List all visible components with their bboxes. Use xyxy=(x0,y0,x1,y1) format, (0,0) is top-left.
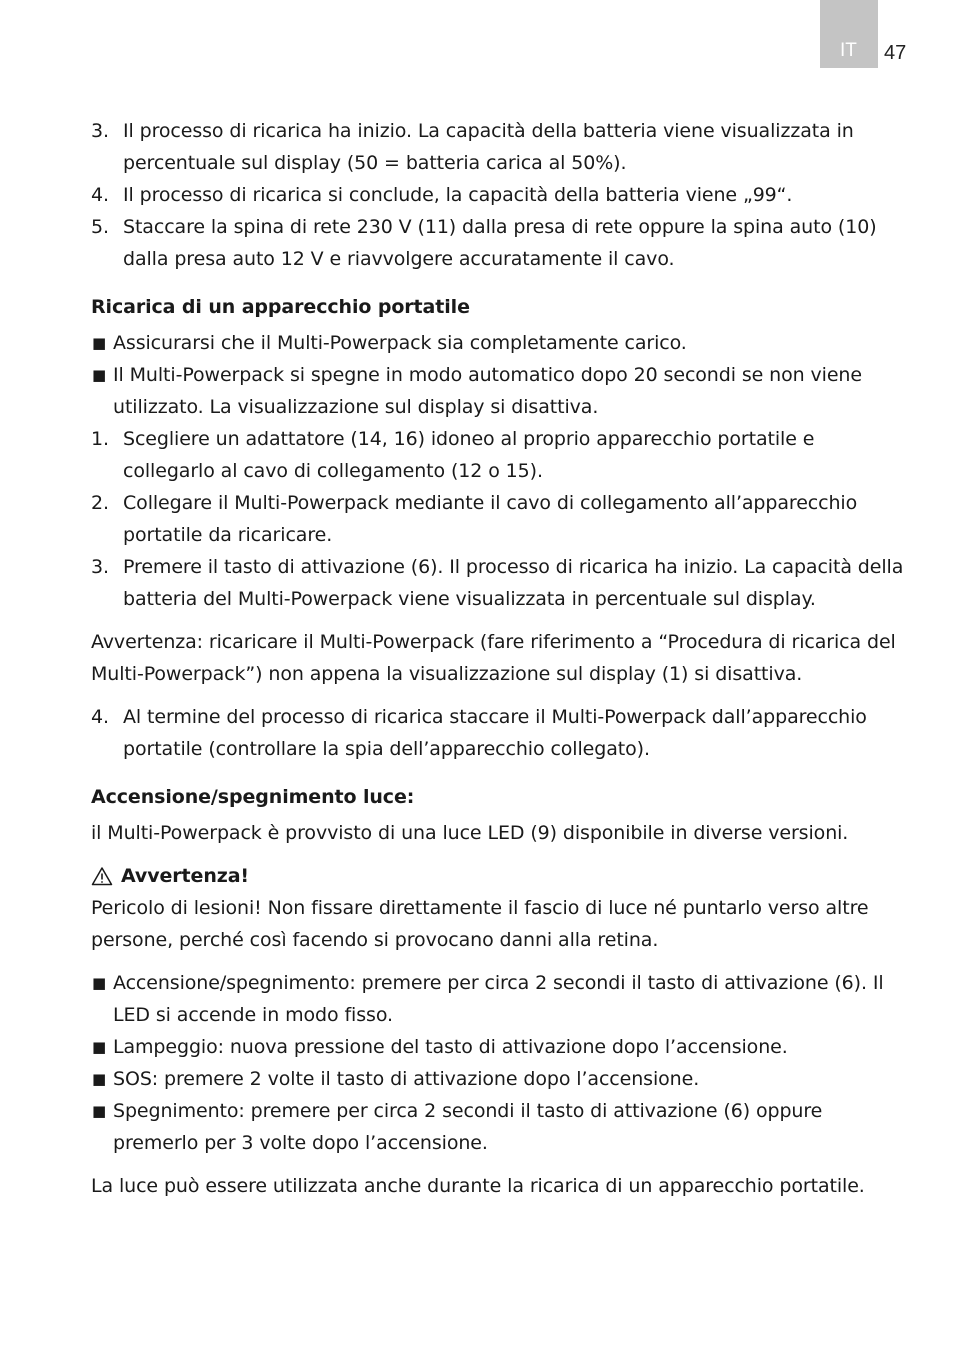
list-item xyxy=(91,211,911,275)
note-paragraph: Avvertenza: ricaricare il Multi-Powerpack (fare riferimento a “Procedura di ricarica del Multi-Powerpack”) non appena la visualizzazione sul display (1) si disattiva. xyxy=(91,631,896,685)
section-heading-portable: Ricarica di un apparecchio portatile xyxy=(91,296,470,318)
bullet-text: Lampeggio: nuova pressione del tasto di attivazione dopo l’accensione. xyxy=(113,1036,788,1058)
step-number: 3. xyxy=(91,556,109,578)
language-tab xyxy=(820,0,878,68)
square-bullet-icon: ■ xyxy=(92,1102,107,1120)
list-item xyxy=(91,487,911,551)
step-text: Il processo di ricarica si conclude, la capacità della batteria viene „99“. xyxy=(123,184,793,206)
step-text: Il processo di ricarica ha inizio. La capacità della batteria viene visualizzata in percentuale sul display (50 = batteria carica al 50%). xyxy=(123,120,854,174)
bullet-text: SOS: premere 2 volte il tasto di attivazione dopo l’accensione. xyxy=(113,1068,700,1090)
list-item xyxy=(91,967,911,1031)
square-bullet-icon: ■ xyxy=(92,334,107,352)
steps-list xyxy=(91,115,911,275)
list-item xyxy=(91,551,911,615)
list-item xyxy=(91,423,911,487)
warning-title: Avvertenza! xyxy=(121,865,249,887)
list-item xyxy=(91,701,911,765)
list-item xyxy=(91,115,911,179)
bullet-text: Il Multi-Powerpack si spegne in modo automatico dopo 20 secondi se non viene utilizzato. La visualizzazione sul display si disattiva. xyxy=(113,364,862,418)
step-number: 3. xyxy=(91,120,109,142)
list-item xyxy=(91,1095,911,1159)
bullet-text: Assicurarsi che il Multi-Powerpack sia completamente carico. xyxy=(113,332,687,354)
step-text: Scegliere un adattatore (14, 16) idoneo al proprio apparecchio portatile e collegarlo al cavo di collegamento (12 o 15). xyxy=(123,428,815,482)
list-item xyxy=(91,1063,911,1095)
square-bullet-icon: ■ xyxy=(92,1038,107,1056)
warning-text: Pericolo di lesioni! Non fissare direttamente il fascio di luce né puntarlo verso altre persone, perché così facendo si provocano danni alla retina. xyxy=(91,897,869,951)
square-bullet-icon: ■ xyxy=(92,1070,107,1088)
warning-heading xyxy=(91,860,911,892)
section-heading-light: Accensione/spegnimento luce: xyxy=(91,786,415,808)
square-bullet-icon: ■ xyxy=(92,366,107,384)
step-number: 4. xyxy=(91,706,109,728)
square-bullet-icon: ■ xyxy=(92,974,107,992)
bullet-text: Spegnimento: premere per circa 2 secondi il tasto di attivazione (6) oppure premerlo per 3 volte dopo l’accensione. xyxy=(113,1100,823,1154)
intro-paragraph: il Multi-Powerpack è provvisto di una luce LED (9) disponibile in diverse versioni. xyxy=(91,822,849,844)
page-content xyxy=(91,115,911,1202)
list-item xyxy=(91,359,911,423)
closing-paragraph: La luce può essere utilizzata anche durante la ricarica di un apparecchio portatile. xyxy=(91,1175,865,1197)
step-text: Al termine del processo di ricarica staccare il Multi-Powerpack dall’apparecchio portatile (controllare la spia dell’apparecchio collegato). xyxy=(123,706,867,760)
list-item xyxy=(91,1031,911,1063)
list-item xyxy=(91,327,911,359)
step-text: Collegare il Multi-Powerpack mediante il cavo di collegamento all’apparecchio portatile da ricaricare. xyxy=(123,492,858,546)
step-number: 4. xyxy=(91,184,109,206)
bullet-text: Accensione/spegnimento: premere per circa 2 secondi il tasto di attivazione (6). Il LED si accende in modo fisso. xyxy=(113,972,884,1026)
step-text: Premere il tasto di attivazione (6). Il processo di ricarica ha inizio. La capacità della batteria del Multi-Powerpack viene visualizzata in percentuale sul display. xyxy=(123,556,904,610)
step-number: 2. xyxy=(91,492,109,514)
language-label: IT xyxy=(840,40,857,61)
page-number: 47 xyxy=(884,42,907,64)
list-item xyxy=(91,179,911,211)
warning-triangle-icon xyxy=(91,866,113,886)
step-text: Staccare la spina di rete 230 V (11) dalla presa di rete oppure la spina auto (10) dalla presa auto 12 V e riavvolgere accuratamente il cavo. xyxy=(123,216,877,270)
step-number: 1. xyxy=(91,428,109,450)
step-number: 5. xyxy=(91,216,109,238)
